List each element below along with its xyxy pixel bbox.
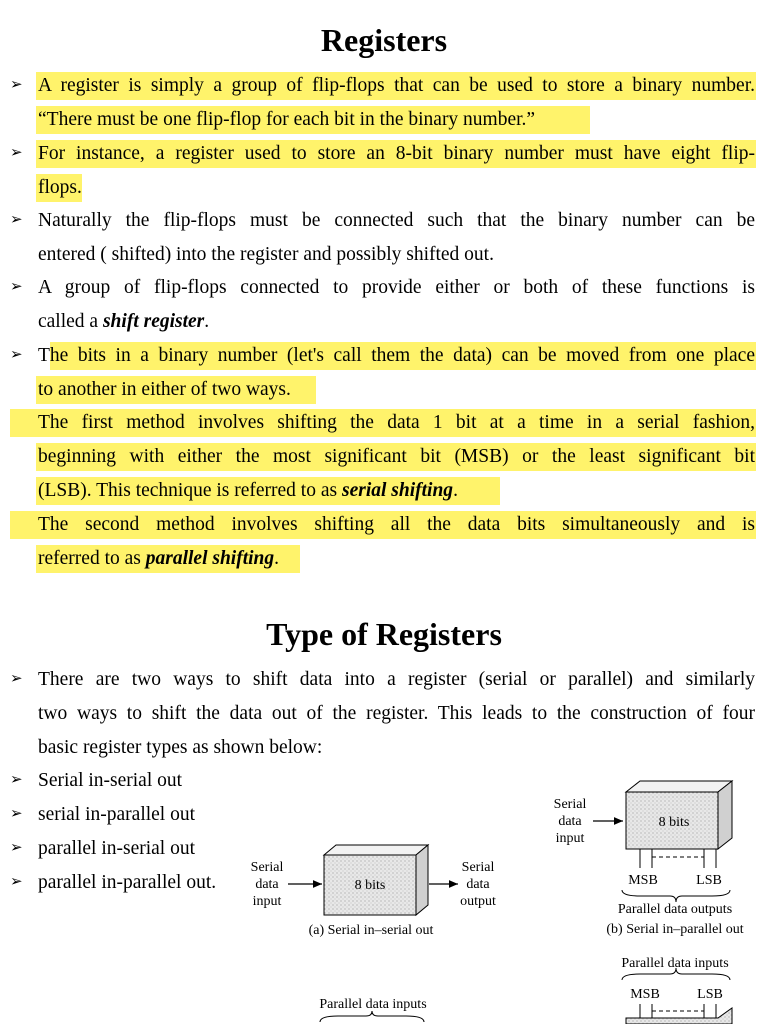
page-title: Registers	[320, 22, 448, 58]
bullet-text: flops.	[38, 177, 82, 198]
arrow-bullet-icon: ➢	[10, 145, 23, 161]
bullet-text: two ways to shift the data out of the register. This leads to the construction of four	[38, 703, 755, 724]
bullet-text: The first method involves shifting the data 1 bit at a time in a serial fashion,	[38, 412, 755, 433]
parallel-inputs-label: Parallel data inputs	[319, 997, 427, 1012]
bullet-text: A register is simply a group of flip-flops that can be used to store a binary number.	[38, 75, 755, 96]
serial-input-label: Serial	[250, 860, 284, 875]
arrow-bullet-icon: ➢	[10, 772, 23, 788]
register-box-label: 8 bits	[354, 878, 386, 893]
diagram-parallel-in-serial-out	[319, 997, 426, 1022]
serial-output-label: Serial	[461, 860, 495, 875]
diagram-caption: (a) Serial in–serial out	[308, 923, 434, 938]
serial-output-label: output	[460, 894, 496, 909]
term-parallel-shifting: parallel shifting	[145, 548, 275, 569]
diagram-serial-in-parallel-out	[554, 781, 744, 937]
serial-input-label: input	[555, 831, 585, 846]
list-item: parallel in-serial out	[38, 838, 196, 859]
msb-label: MSB	[630, 987, 660, 1002]
bullet-text: A group of flip-flops connected to provide either or both of these functions is	[38, 277, 755, 298]
diagram-serial-in-serial-out	[251, 845, 496, 938]
serial-output-label: data	[466, 877, 490, 892]
arrow-bullet-icon: ➢	[10, 806, 23, 822]
lsb-label: LSB	[696, 873, 722, 888]
serial-input-label: Serial	[553, 797, 587, 812]
bullet-text: to another in either of two ways.	[38, 379, 291, 400]
bullet-text: entered ( shifted) into the register and possibly shifted out.	[38, 244, 494, 265]
parallel-inputs-label: Parallel data inputs	[621, 956, 729, 971]
bullet-text: called a shift register.	[38, 311, 210, 332]
term-serial-shifting: serial shifting	[341, 480, 454, 501]
arrow-bullet-icon: ➢	[10, 77, 23, 93]
bullet-text: beginning with either the most significant bit (MSB) or the least significant bit	[38, 446, 755, 467]
lsb-label: LSB	[697, 987, 723, 1002]
register-box-label: 8 bits	[658, 815, 690, 830]
serial-input-label: data	[558, 814, 582, 829]
bullet-text: The bits in a binary number (let's call them the data) can be moved from one place	[38, 345, 755, 366]
arrow-bullet-icon: ➢	[10, 347, 23, 363]
serial-input-label: input	[252, 894, 282, 909]
bullet-text: referred to as parallel shifting.	[38, 548, 280, 569]
bullet-text: (LSB). This technique is referred to as serial shifting.	[38, 480, 458, 501]
diagram-parallel-in-parallel-out	[621, 956, 732, 1024]
bullet-text: The second method involves shifting all the data bits simultaneously and is	[38, 514, 755, 535]
msb-label: MSB	[628, 873, 658, 888]
parallel-outputs-label: Parallel data outputs	[617, 902, 733, 917]
bullet-text: “There must be one flip-flop for each bit in the binary number.”	[38, 109, 536, 130]
bullet-text: basic register types as shown below:	[38, 737, 323, 758]
arrow-bullet-icon: ➢	[10, 840, 23, 856]
arrow-bullet-icon: ➢	[10, 279, 23, 295]
arrow-bullet-icon: ➢	[10, 671, 23, 687]
bullet-text: For instance, a register used to store an 8-bit binary number must have eight flip-	[38, 143, 755, 164]
serial-input-label: data	[255, 877, 279, 892]
list-item: parallel in-parallel out.	[38, 872, 217, 893]
section-title: Type of Registers	[266, 616, 502, 652]
list-item: Serial in-serial out	[38, 770, 183, 791]
term-shift-register: shift register	[102, 311, 205, 332]
diagram-caption: (b) Serial in–parallel out	[606, 922, 744, 937]
bullet-text: There are two ways to shift data into a register (serial or parallel) and similarly	[38, 669, 755, 690]
arrow-bullet-icon: ➢	[10, 212, 23, 228]
list-item: serial in-parallel out	[38, 804, 196, 825]
bullet-text: Naturally the flip-flops must be connected such that the binary number can be	[38, 210, 755, 231]
arrow-bullet-icon: ➢	[10, 874, 23, 890]
